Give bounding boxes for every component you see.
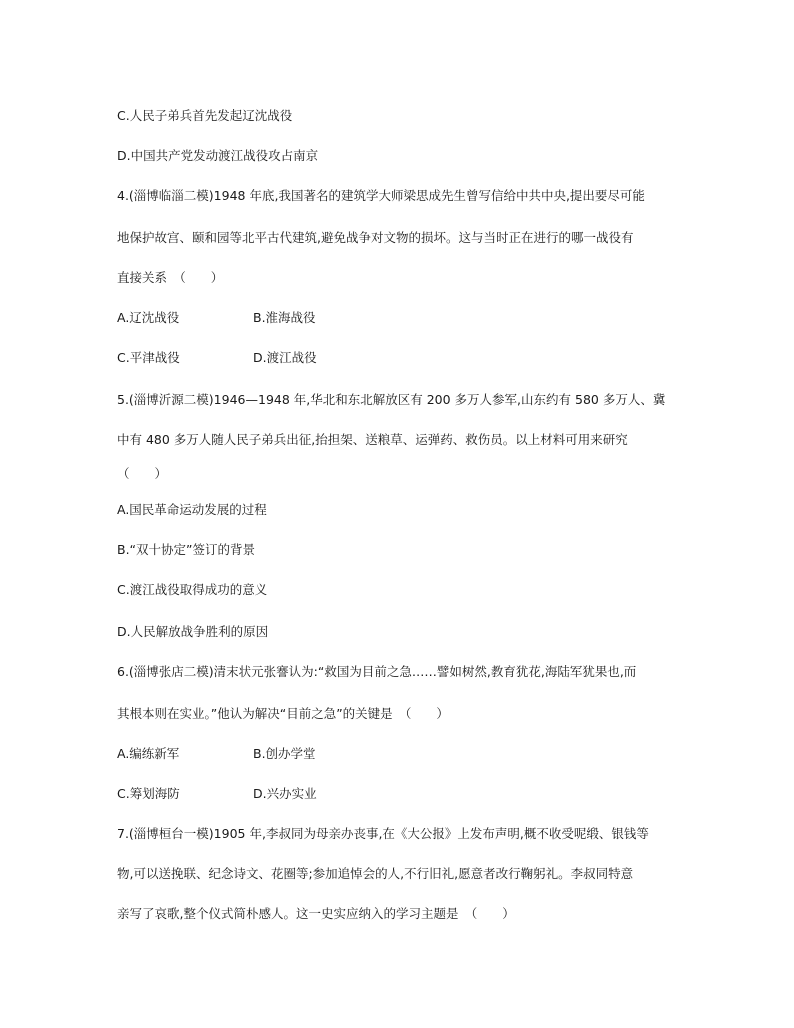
question-5-line-2: 中有 480 多万人随人民子弟兵出征,抬担架、送粮草、运弹药、救伤员。以上材料可用来研究 <box>117 432 628 447</box>
option-c-q3: C.人民子弟兵首先发起辽沈战役 <box>117 108 293 123</box>
question-7-line-3: 亲写了哀歌,整个仪式简朴感人。这一史实应纳入的学习主题是 （ ） <box>117 906 515 921</box>
question-4-line-2: 地保护故宫、颐和园等北平古代建筑,避免战争对文物的损坏。这与当时正在进行的哪一战役有 <box>117 230 634 245</box>
option-d-q5: D.人民解放战争胜利的原因 <box>117 624 269 639</box>
question-7-line-2: 物,可以送挽联、纪念诗文、花圈等;参加追悼会的人,不行旧礼,愿意者改行鞠躬礼。李叔同特意 <box>117 866 634 881</box>
question-5-line-3: （ ） <box>117 466 168 481</box>
option-c-q5: C.渡江战役取得成功的意义 <box>117 582 268 597</box>
question-5-line-1: 5.(淄博沂源二模)1946—1948 年,华北和东北解放区有 200 多万人参军,山东约有 580 多万人、冀 <box>117 392 666 407</box>
option-a-q5: A.国民革命运动发展的过程 <box>117 502 267 517</box>
question-6-line-2: 其根本则在实业。”他认为解决“目前之急”的关键是 （ ） <box>117 706 449 721</box>
option-d-q4: D.渡江战役 <box>253 350 317 365</box>
option-b-q4: B.淮海战役 <box>253 310 316 325</box>
option-c-q6: C.筹划海防 <box>117 786 180 801</box>
option-c-q4: C.平津战役 <box>117 350 180 365</box>
question-4-line-1: 4.(淄博临淄二模)1948 年底,我国著名的建筑学大师梁思成先生曾写信给中共中央,提出要尽可能 <box>117 188 645 203</box>
option-d-q3: D.中国共产党发动渡江战役攻占南京 <box>117 148 319 163</box>
option-a-q4: A.辽沈战役 <box>117 310 180 325</box>
question-6-line-1: 6.(淄博张店二模)清末状元张謇认为:“救国为目前之急……譬如树然,教育犹花,海陆军犹果也,而 <box>117 664 637 679</box>
option-d-q6: D.兴办实业 <box>253 786 317 801</box>
question-7-line-1: 7.(淄博桓台一模)1905 年,李叔同为母亲办丧事,在《大公报》上发布声明,概不收受呢缎、银钱等 <box>117 826 649 841</box>
option-a-q6: A.编练新军 <box>117 746 180 761</box>
option-b-q5: B.“双十协定”签订的背景 <box>117 542 256 557</box>
question-4-line-3: 直接关系 （ ） <box>117 270 224 285</box>
option-b-q6: B.创办学堂 <box>253 746 316 761</box>
